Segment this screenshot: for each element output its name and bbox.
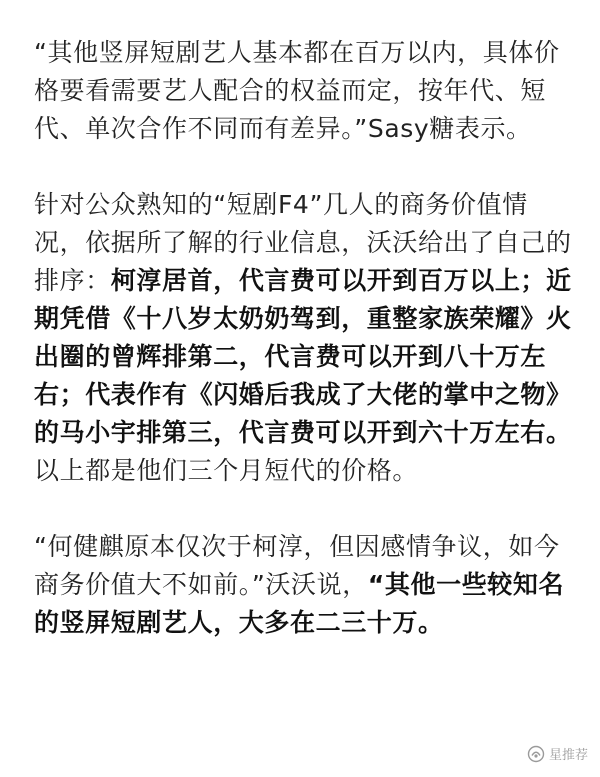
paragraph-3-intro: “何健麒原本仅次于柯淳，但因感情争议，如今商务价值大不如前。”沃沃说， xyxy=(34,532,560,599)
paragraph-3-quote: “其他一些较知名的竖屏短剧艺人，大多在二三十万。 xyxy=(34,570,565,637)
paragraph-2-intro: 针对公众熟知的“短剧F4”几人的商务价值情况，依据所了解的行业信息，沃沃给出了自己的排序： xyxy=(34,190,572,295)
paragraph-3 xyxy=(34,528,574,642)
watermark-text: 星推荐 xyxy=(548,748,588,763)
watermark-logo-icon xyxy=(527,745,545,763)
paragraph-2-outro: 以上都是他们三个月短代的价格。 xyxy=(34,456,419,485)
paragraph-1-text: “其他竖屏短剧艺人基本都在百万以内，具体价格要看需要艺人配合的权益而定，按年代、短代、单次合作不同而有差异。”Sasy糖表示。 xyxy=(34,38,560,143)
paragraph-1 xyxy=(34,34,574,148)
watermark xyxy=(527,744,588,763)
article-body xyxy=(34,34,574,642)
paragraph-2 xyxy=(34,186,574,490)
paragraph-2-ranking: 柯淳居首，代言费可以开到百万以上；近期凭借《十八岁太奶奶驾到，重整家族荣耀》火出圈的曾辉排第二，代言费可以开到八十万左右；代表作有《闪婚后我成了大佬的掌中之物》的马小宇排第三，代言费可以开到六十万左右。 xyxy=(34,266,572,447)
